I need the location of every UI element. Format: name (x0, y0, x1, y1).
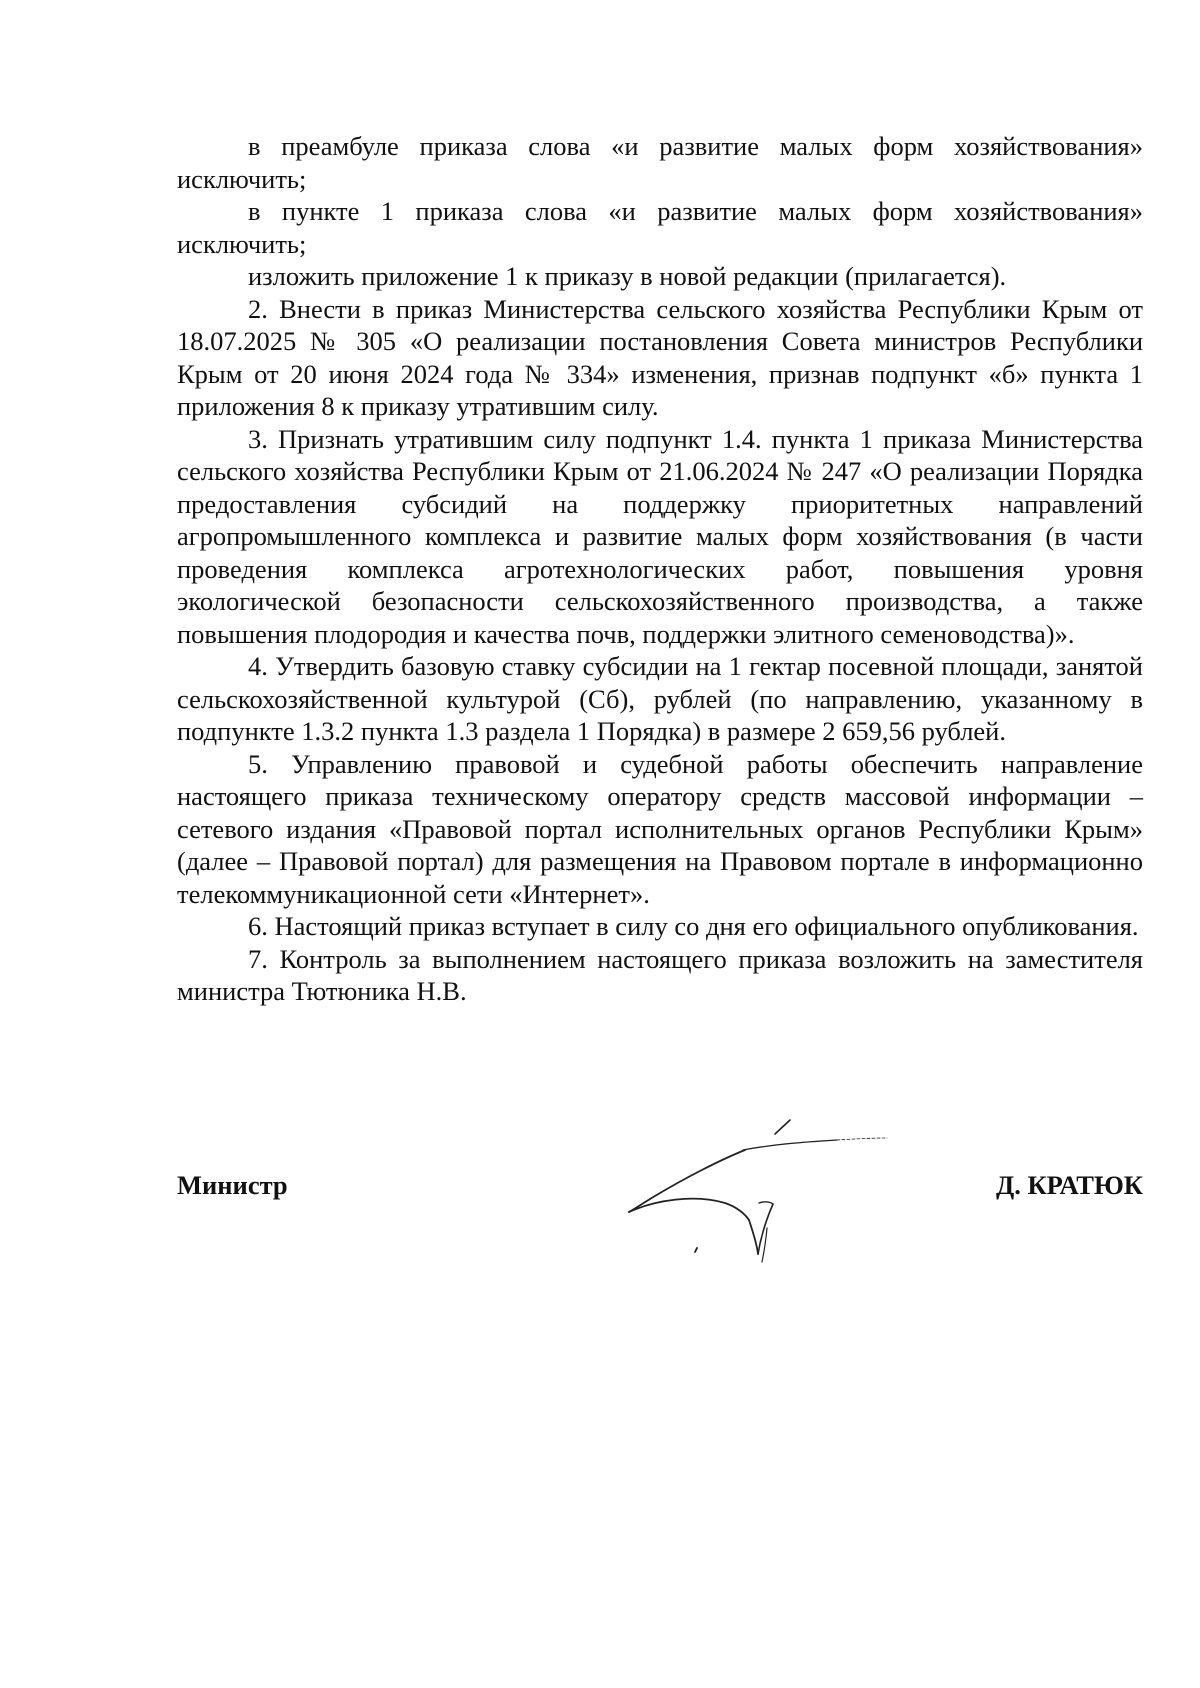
document-body (177, 130, 1143, 1008)
paragraph-item-5: 5. Управлению правовой и судебной работы обеспечить направление настоящего приказа техническому оператору средств массовой информации – сетевого издания «Правовой портал исполнительных органов Республики Крым» (далее – Правовой портал) для размещения на Правовом портале в информационно телекоммуникационной сети «Интернет». (177, 748, 1143, 909)
paragraph-point1-amendment: в пункте 1 приказа слова «и развитие малых форм хозяйствования» исключить; (177, 196, 1143, 259)
paragraph-item-2: 2. Внести в приказ Министерства сельского хозяйства Республики Крым от 18.07.2025 № 305 «О реализации постановления Совета министров Республики Крым от 20 июня 2024 года № 334» изменения, признав подпункт «б» пункта 1 приложения 8 к приказу утратившим силу. (177, 293, 1143, 421)
signatory-name: Д. КРАТЮК (995, 1170, 1143, 1200)
paragraph-item-3: 3. Признать утратившим силу подпункт 1.4. пункта 1 приказа Министерства сельского хозяйства Республики Крым от 21.06.2024 № 247 «О реализации Порядка предоставления субсидий на поддержку приоритетных направлений агропромышленного комплекса и развитие малых форм хозяйствования (в части проведения комплекса агротехнологических работ, повышения уровня экологической безопасности сельскохозяйственного производства, а также повышения плодородия и качества почв, поддержки элитного семеноводства)». (177, 423, 1143, 649)
paragraph-item-7: 7. Контроль за выполнением настоящего приказа возложить на заместителя министра Тютюника Н.В. (177, 943, 1143, 1006)
signature-block (177, 1170, 1143, 1210)
paragraph-item-4: 4. Утвердить базовую ставку субсидии на 1 гектар посевной площади, занятой сельскохозяйственной культурой (Сб), рублей (по направлению, указанному в подпункте 1.3.2 пункта 1.3 раздела 1 Порядка) в размере 2 659,56 рублей. (177, 651, 1143, 746)
paragraph-item-6: 6. Настоящий приказ вступает в силу со дня его официального опубликования. (248, 911, 1139, 941)
paragraph-appendix-amendment: изложить приложение 1 к приказу в новой редакции (прилагается). (248, 261, 1007, 291)
paragraph-preamble-amendment: в преамбуле приказа слова «и развитие малых форм хозяйствования» исключить; (177, 131, 1143, 194)
signatory-title: Министр (177, 1170, 288, 1200)
